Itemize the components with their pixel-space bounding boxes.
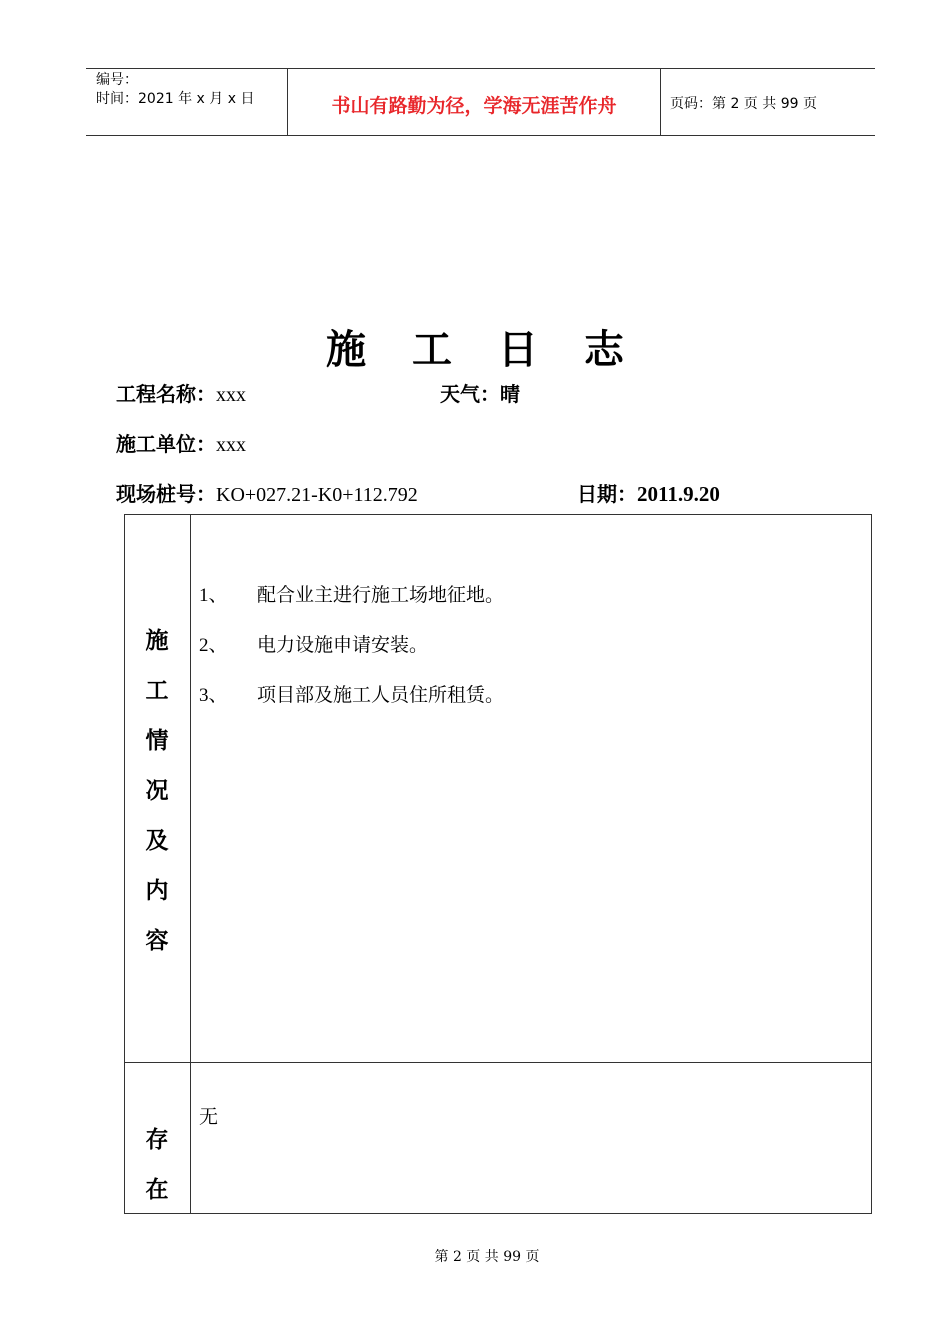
label-char: 及 bbox=[145, 828, 169, 854]
header-meta bbox=[96, 71, 254, 109]
section-label-construction bbox=[124, 616, 190, 966]
log-table bbox=[124, 514, 872, 1214]
header-page-info: 页码：第 2 页 共 99 页 bbox=[670, 96, 817, 112]
item-text: 电力设施申请安装。 bbox=[257, 634, 429, 656]
item-number: 2、 bbox=[199, 635, 228, 656]
date-value: 2011.9.20 bbox=[637, 482, 720, 506]
item-number: 3、 bbox=[199, 685, 228, 706]
unit-label: 施工单位： bbox=[116, 432, 216, 456]
header-bottom-rule bbox=[86, 135, 875, 136]
list-item bbox=[199, 680, 504, 707]
label-char: 工 bbox=[145, 678, 169, 704]
construction-unit bbox=[116, 428, 246, 457]
issues-text: 无 bbox=[199, 1106, 219, 1128]
station-number bbox=[116, 478, 418, 507]
table-column-divider bbox=[190, 514, 191, 1213]
header-divider bbox=[660, 68, 661, 136]
log-date bbox=[577, 478, 720, 507]
item-text: 项目部及施工人员住所租赁。 bbox=[257, 684, 505, 706]
table-row-divider bbox=[124, 1062, 871, 1063]
item-number: 1、 bbox=[199, 585, 228, 606]
page-footer: 第 2 页 共 99 页 bbox=[434, 1249, 540, 1265]
document-title: 施工日志 bbox=[326, 327, 670, 373]
unit-value: xxx bbox=[216, 434, 246, 456]
header-number: 编号： bbox=[96, 72, 138, 88]
label-char: 况 bbox=[145, 778, 169, 804]
station-value: KO+027.21-K0+112.792 bbox=[216, 484, 418, 506]
section-label-issues bbox=[124, 1115, 190, 1215]
label-char: 情 bbox=[145, 728, 169, 754]
item-text: 配合业主进行施工场地征地。 bbox=[257, 584, 505, 606]
weather-label: 天气： bbox=[440, 382, 500, 406]
label-char: 施 bbox=[145, 628, 169, 654]
date-label: 日期： bbox=[577, 482, 637, 506]
project-name-label: 工程名称： bbox=[116, 382, 216, 406]
project-name-value: xxx bbox=[216, 384, 246, 406]
header-time: 时间：2021 年 x 月 x 日 bbox=[96, 91, 255, 107]
list-item bbox=[199, 580, 504, 607]
list-item bbox=[199, 630, 428, 657]
weather-value: 晴 bbox=[500, 382, 520, 406]
label-char: 内 bbox=[145, 878, 169, 904]
weather bbox=[440, 378, 520, 407]
label-char: 存 bbox=[145, 1127, 169, 1153]
header-motto: 书山有路勤为径，学海无涯苦作舟 bbox=[331, 95, 617, 117]
label-char: 在 bbox=[145, 1177, 169, 1203]
station-label: 现场桩号： bbox=[116, 482, 216, 506]
header-top-rule bbox=[86, 68, 875, 69]
label-char: 容 bbox=[145, 928, 169, 954]
project-name bbox=[116, 378, 246, 407]
